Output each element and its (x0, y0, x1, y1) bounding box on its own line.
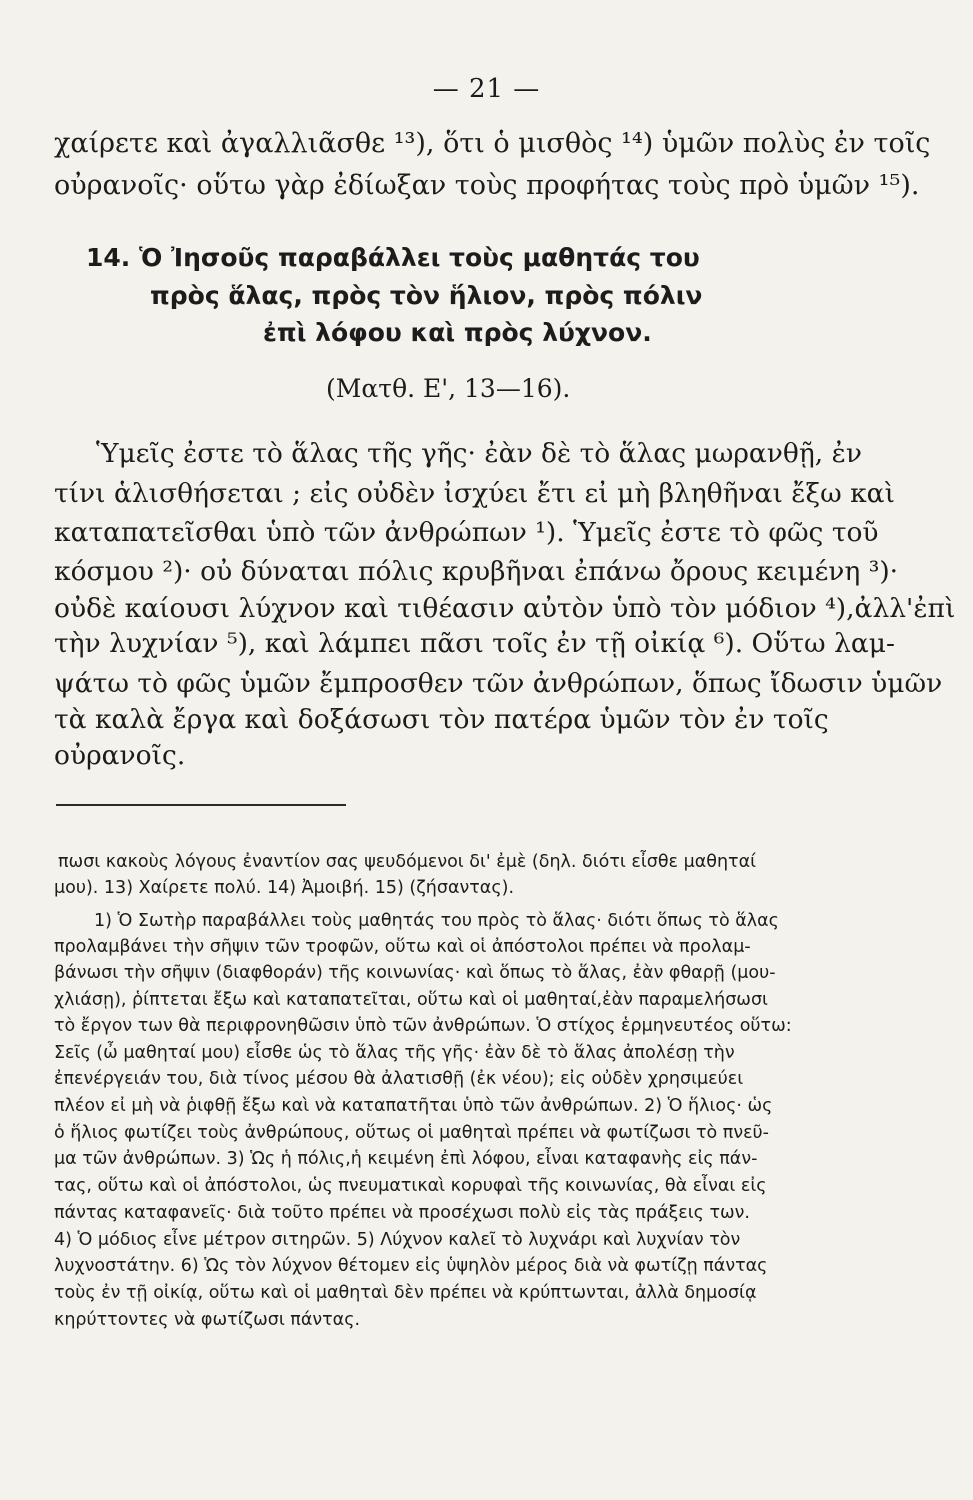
text-line: καταπατεῖσθαι ὑπὸ τῶν ἀνθρώπων ¹). Ὑμεῖς ἐστε τὸ φῶς τοῦ (54, 517, 879, 548)
text-line: τὰ καλὰ ἔργα καὶ δοξάσωσι τὸν πατέρα ὑμῶν τὸν ἐν τοῖς (54, 704, 829, 735)
footnote-line: μα τῶν ἀνθρώπων. 3) Ὡς ἡ πόλις,ἡ κειμένη ἐπὶ λόφου, εἶναι καταφανὴς εἰς πάν- (54, 1149, 758, 1169)
footnote-line: Σεῖς (ὦ μαθηταί μου) εἶσθε ὡς τὸ ἅλας τῆς γῆς· ἐὰν δὲ τὸ ἅλας ἀπολέσῃ τὴν (54, 1043, 735, 1063)
footnote-line: 1) Ὁ Σωτὴρ παραβάλλει τοὺς μαθητάς του πρὸς τὸ ἅλας· διότι ὅπως τὸ ἅλας (94, 911, 779, 931)
footnote-line: τοὺς ἐν τῇ οἰκίᾳ, οὕτω καὶ οἱ μαθηταὶ δὲν πρέπει νὰ κρύπτωνται, ἀλλὰ δημοσίᾳ (54, 1283, 757, 1303)
footnote-line: ἐπενέργειάν του, διὰ τίνος μέσου θὰ ἀλατισθῇ (ἐκ νέου); εἰς οὐδὲν χρησιμεύει (54, 1069, 744, 1089)
footnote-line: πλέον εἰ μὴ νὰ ῥιφθῇ ἔξω καὶ νὰ καταπατῆται ὑπὸ τῶν ἀνθρώπων. 2) Ὁ ἥλιος· ὡς (54, 1096, 773, 1116)
footnote-divider (56, 804, 346, 806)
footnote-line: κηρύττοντες νὰ φωτίζωσι πάντας. (54, 1310, 361, 1330)
text-line: χαίρετε καὶ ἀγαλλιᾶσθε ¹³), ὅτι ὁ μισθὸς ¹⁴) ὑμῶν πολὺς ἐν τοῖς (54, 128, 931, 159)
text-line: Ὑμεῖς ἐστε τὸ ἅλας τῆς γῆς· ἐὰν δὲ τὸ ἅλας μωρανθῇ, ἐν (96, 438, 862, 469)
footnote-line: βάνωσι τὴν σῆψιν (διαφθοράν) τῆς κοινωνίας· καὶ ὅπως τὸ ἅλας, ἐὰν φθαρῇ (μου- (54, 963, 776, 983)
footnote-line: τὸ ἔργον των θὰ περιφρονηθῶσιν ὑπὸ τῶν ἀνθρώπων. Ὁ στίχος ἑρμηνευτέος οὕτω: (54, 1016, 792, 1036)
footnote-line: 4) Ὁ μόδιος εἶνε μέτρον σιτηρῶν. 5) Λύχνον καλεῖ τὸ λυχνάρι καὶ λυχνίαν τὸν (54, 1230, 741, 1250)
footnote-line: χλιάσῃ), ῥίπτεται ἔξω καὶ καταπατεῖται, οὕτω καὶ οἱ μαθηταί,ἐὰν παραμελήσωσι (54, 990, 768, 1010)
text-line: οὐδὲ καίουσι λύχνον καὶ τιθέασιν αὐτὸν ὑπὸ τὸν μόδιον ⁴),ἀλλ'ἐπὶ (54, 593, 956, 624)
scripture-citation: (Ματθ. Ε', 13—16). (326, 374, 571, 403)
text-line: οὐρανοῖς. (54, 740, 186, 771)
footnote-line: πάντας καταφανεῖς· διὰ τοῦτο πρέπει νὰ προσέχωσι πολὺ εἰς τὰς πράξεις των. (54, 1203, 750, 1223)
footnote-line: λυχνοστάτην. 6) Ὡς τὸν λύχνον θέτομεν εἰς ὑψηλὸν μέρος διὰ νὰ φωτίζῃ πάντας (54, 1256, 768, 1276)
heading-line: πρὸς ἅλας, πρὸς τὸν ἥλιον, πρὸς πόλιν (150, 281, 703, 310)
footnote-line: μου). 13) Χαίρετε πολύ. 14) Ἀμοιβή. 15) (ζήσαντας). (54, 878, 515, 898)
footnote-line: πωσι κακοὺς λόγους ἐναντίον σας ψευδόμενοι δι' ἐμὲ (δηλ. διότι εἶσθε μαθηταί (58, 852, 757, 872)
text-line: οὐρανοῖς· οὕτω γὰρ ἐδίωξαν τοὺς προφήτας τοὺς πρὸ ὑμῶν ¹⁵). (54, 170, 920, 201)
heading-line: 14. Ὁ Ἰησοῦς παραβάλλει τοὺς μαθητάς του (86, 243, 700, 272)
footnote-line: προλαμβάνει τὴν σῆψιν τῶν τροφῶν, οὕτω καὶ οἱ ἀπόστολοι πρέπει νὰ προλαμ- (54, 937, 751, 957)
heading-line: ἐπὶ λόφου καὶ πρὸς λύχνον. (263, 318, 652, 347)
footnote-line: τας, οὕτω καὶ οἱ ἀπόστολοι, ὡς πνευματικαὶ κορυφαὶ τῆς κοινωνίας, θὰ εἶναι εἰς (54, 1176, 767, 1196)
text-line: τὴν λυχνίαν ⁵), καὶ λάμπει πᾶσι τοῖς ἐν τῇ οἰκίᾳ ⁶). Οὕτω λαμ- (54, 628, 895, 659)
page-number: — 21 — (432, 74, 541, 104)
text-line: τίνι ἁλισθήσεται ; εἰς οὐδὲν ἰσχύει ἔτι εἰ μὴ βληθῆναι ἔξω καὶ (54, 478, 895, 509)
footnote-line: ὁ ἥλιος φωτίζει τοὺς ἀνθρώπους, οὕτως οἱ μαθηταὶ πρέπει νὰ φωτίζωσι τὸ πνεῦ- (54, 1123, 769, 1143)
text-line: κόσμου ²)· οὐ δύναται πόλις κρυβῆναι ἐπάνω ὄρους κειμένη ³)· (54, 556, 899, 587)
text-line: ψάτω τὸ φῶς ὑμῶν ἔμπροσθεν τῶν ἀνθρώπων, ὅπως ἴδωσιν ὑμῶν (54, 668, 943, 699)
